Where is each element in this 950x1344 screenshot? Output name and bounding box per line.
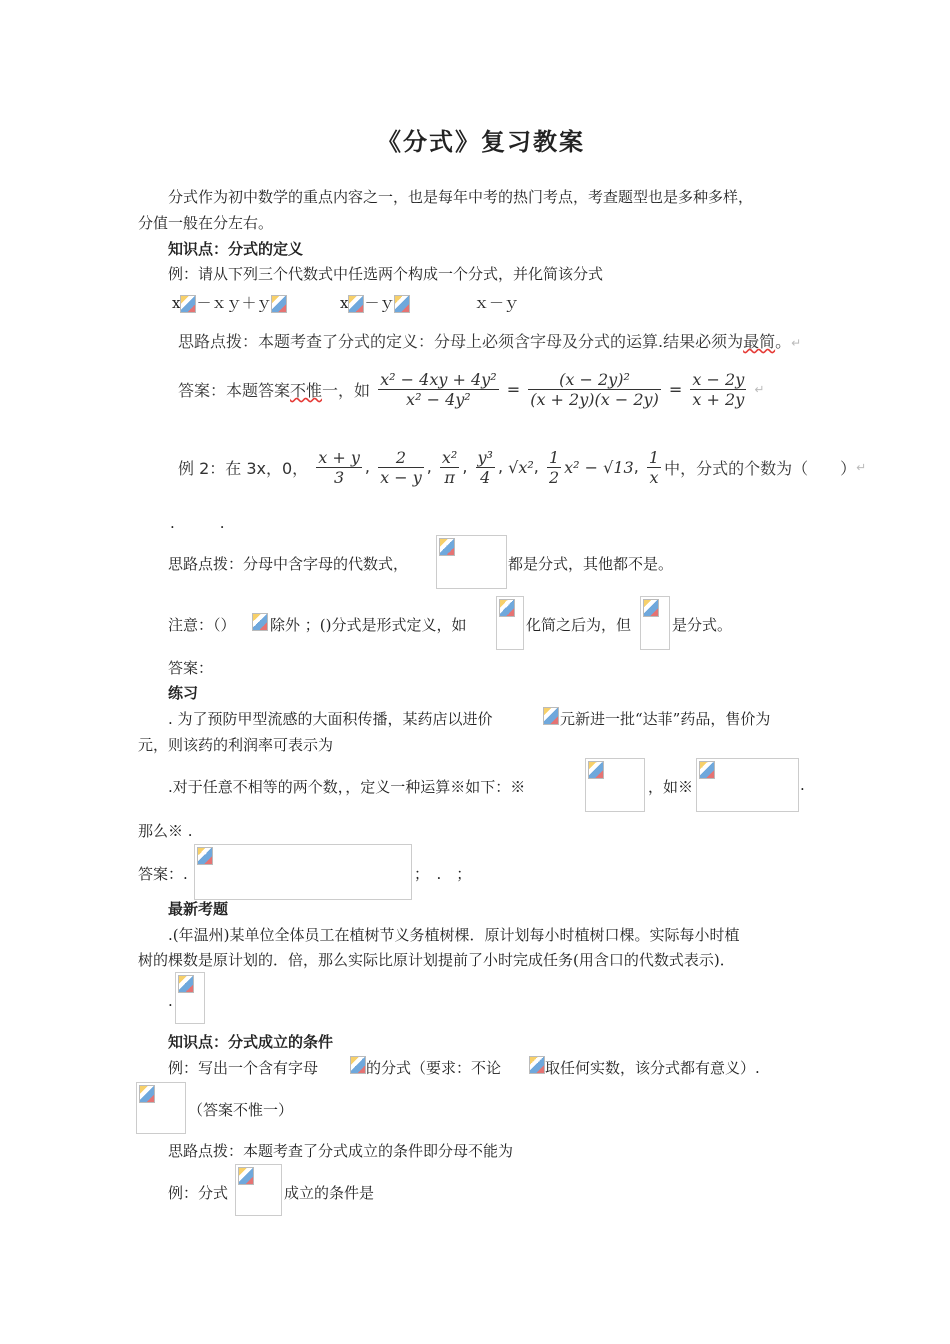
hint-2-text: 思路点拨：分母中含字母的代数式， <box>168 555 409 573</box>
image-placeholder <box>136 1082 186 1134</box>
practice-1-a: . 为了预防甲型流感的大面积传播，某药店以进价 <box>168 710 493 728</box>
image-placeholder <box>696 758 799 812</box>
practice-1-c: 元，则该药的利润率可表示为 <box>138 736 334 754</box>
example-3-d: （答案不惟一） <box>188 1101 294 1119</box>
answer-3-b: ； . ； <box>414 865 472 883</box>
note-text-c: 化简之后为，但 <box>526 616 632 634</box>
ex2-f3-den: π <box>444 468 455 487</box>
practice-2-b: ，如※ <box>648 778 694 796</box>
return-mark: ↵ <box>791 336 802 350</box>
practice-2-c: . <box>800 776 805 794</box>
image-placeholder <box>585 758 645 812</box>
hint-1 <box>178 329 801 352</box>
latest-1-c: . <box>168 992 173 1010</box>
answer-1-underlined: 不惟 <box>290 381 323 400</box>
answer-1-text-c: 一，如 <box>322 381 371 400</box>
ex2-fraction-1 <box>316 448 362 487</box>
practice-heading: 练习 <box>168 684 199 702</box>
answer-1-text-a: 答案：本题答案 <box>178 381 291 400</box>
broken-image-icon <box>499 599 515 617</box>
broken-image-icon <box>197 847 213 865</box>
ex2-middle-expr: x² − √13 <box>564 458 634 477</box>
fraction-2-numerator: (x − 2y)² <box>528 370 661 390</box>
note-text-a: 注意：（） <box>168 616 236 634</box>
broken-image-icon <box>699 761 715 779</box>
ex2-fraction-2 <box>378 448 424 487</box>
hint-1-text: 思路点拨：本题考查了分式的定义：分母上必须含字母及分式的运算.结果必须为 <box>178 332 744 351</box>
broken-image-icon <box>350 1056 366 1074</box>
hint-1-end: 。 <box>775 332 792 351</box>
expr-a-part1: x <box>172 294 181 312</box>
hint-1-underlined: 最简 <box>743 332 776 351</box>
answer-2: 答案： <box>168 659 214 677</box>
example-3-b: 的分式（要求：不论 <box>366 1059 502 1077</box>
ex2-fraction-6 <box>647 448 661 487</box>
fraction-2-denominator: (x + 2y)(x − 2y) <box>530 390 659 409</box>
fraction-3-numerator: x − 2y <box>692 370 745 389</box>
ex2-f6-num: 1 <box>648 448 660 467</box>
fraction-3 <box>690 370 746 409</box>
example-3-c: 取任何实数，该分式都有意义）. <box>545 1059 760 1077</box>
example-1: 例：请从下列三个代数式中任选两个构成一个分式，并化简该分式 <box>168 265 604 283</box>
fraction-1-numerator: x² − 4xy + 4y² <box>380 370 497 389</box>
fraction-2 <box>528 370 661 409</box>
expression-b <box>340 292 410 313</box>
broken-image-icon <box>271 295 287 313</box>
answer-3-a: 答案：. <box>138 865 188 883</box>
image-placeholder <box>496 596 524 650</box>
intro-line-1: 分式作为初中数学的重点内容之一，也是每年中考的热门考点，考查题型也是多种多样， <box>168 188 754 206</box>
return-mark: ↵ <box>856 460 867 475</box>
ex2-f6-den: x <box>649 468 659 487</box>
section-heading-condition: 知识点：分式成立的条件 <box>168 1033 334 1051</box>
broken-image-icon <box>252 613 268 631</box>
broken-image-icon <box>529 1056 545 1074</box>
example-2-lead: 例 2：在 3x，0， <box>178 459 309 478</box>
broken-image-icon <box>643 599 659 617</box>
expr-a-part2: －ｘｙ＋ｙ <box>196 294 272 312</box>
page-title: 《分式》复习教案 <box>377 127 585 156</box>
ex2-f1-num: x + y <box>318 448 360 467</box>
expression-row <box>172 292 287 313</box>
broken-image-icon <box>238 1167 254 1185</box>
broken-image-icon <box>394 295 410 313</box>
ex2-f2-num: 2 <box>378 448 424 468</box>
ex2-f3-num: x² <box>441 448 458 467</box>
ex2-fraction-4 <box>476 448 495 487</box>
broken-image-icon <box>178 975 194 993</box>
answer-blank-dots: . . <box>170 514 225 532</box>
image-placeholder <box>194 844 412 900</box>
note-text-d: 是分式。 <box>672 616 733 634</box>
broken-image-icon <box>139 1085 155 1103</box>
equals-sign: = <box>506 380 521 399</box>
example-3-a: 例：写出一个含有字母 <box>168 1059 319 1077</box>
ex2-f2-den: x − y <box>380 468 422 487</box>
hint-3: 思路点拨：本题考查了分式成立的条件即分母不能为 <box>168 1142 514 1160</box>
ex2-fraction-5 <box>547 448 561 487</box>
section-heading-definition: 知识点：分式的定义 <box>168 240 304 258</box>
example-2-tail: 中，分式的个数为（ ） <box>664 459 857 478</box>
image-placeholder <box>175 972 205 1024</box>
latest-1-a: .(年温州)某单位全体员工在植树节义务植树棵．原计划每小时植树口棵。实际每小时植 <box>168 926 740 944</box>
expression-c: ｘ－ｙ <box>474 294 520 312</box>
ex2-f5-den: 2 <box>548 468 560 487</box>
ex2-f5-num: 1 <box>548 448 560 467</box>
ex2-f1-den: 3 <box>334 468 345 487</box>
ex2-f4-den: 4 <box>480 468 491 487</box>
intro-line-2: 分值一般在分左右。 <box>138 214 274 232</box>
fraction-3-denominator: x + 2y <box>692 390 745 409</box>
image-placeholder <box>235 1164 282 1216</box>
latest-heading: 最新考题 <box>168 900 229 918</box>
answer-1 <box>178 370 764 409</box>
example-4-b: 成立的条件是 <box>284 1184 375 1202</box>
hint-2-tail: 都是分式，其他都不是。 <box>508 555 674 573</box>
image-placeholder <box>436 535 507 589</box>
broken-image-icon <box>348 295 364 313</box>
ex2-sqrt: √x² <box>508 458 534 477</box>
latest-1-b: 树的棵数是原计划的．倍，那么实际比原计划提前了小时完成任务(用含口的代数式表示)． <box>138 951 735 969</box>
image-placeholder <box>640 596 670 650</box>
practice-1-b: 元新进一批“达菲”药品，售价为 <box>560 710 771 728</box>
practice-2-d: 那么※ . <box>138 822 193 840</box>
broken-image-icon <box>588 761 604 779</box>
ex2-f4-num: y³ <box>477 448 493 467</box>
note-text-b: 除外 ；()分式是形式定义，如 <box>270 616 467 634</box>
fraction-1-denominator: x² − 4y² <box>406 390 471 409</box>
expr-b-part2: －ｙ <box>364 294 395 312</box>
example-2: 例 2：在 3x，0， $\frac{x + y}{3}$ , $\frac{2}{x - y}$ , $\frac{\text{x²}}{\pi}$ , $\frac{\text{y³}}{4}$ , √x², $\frac{1}{2}$ x² − √13, $\frac{1}{x}$ 中，分式的个数为（ ）↵ <box>178 448 867 487</box>
expr-b-part1: x <box>340 294 349 312</box>
fraction-1 <box>378 370 498 409</box>
return-mark: ↵ <box>754 382 765 397</box>
equals-sign: = <box>668 380 683 399</box>
broken-image-icon <box>180 295 196 313</box>
broken-image-icon <box>543 707 559 725</box>
broken-image-icon <box>439 538 455 556</box>
ex2-fraction-3 <box>440 448 459 487</box>
example-4-a: 例：分式 <box>168 1184 229 1202</box>
practice-2-a: .对于任意不相等的两个数，，定义一种运算※如下：※ <box>168 778 526 796</box>
